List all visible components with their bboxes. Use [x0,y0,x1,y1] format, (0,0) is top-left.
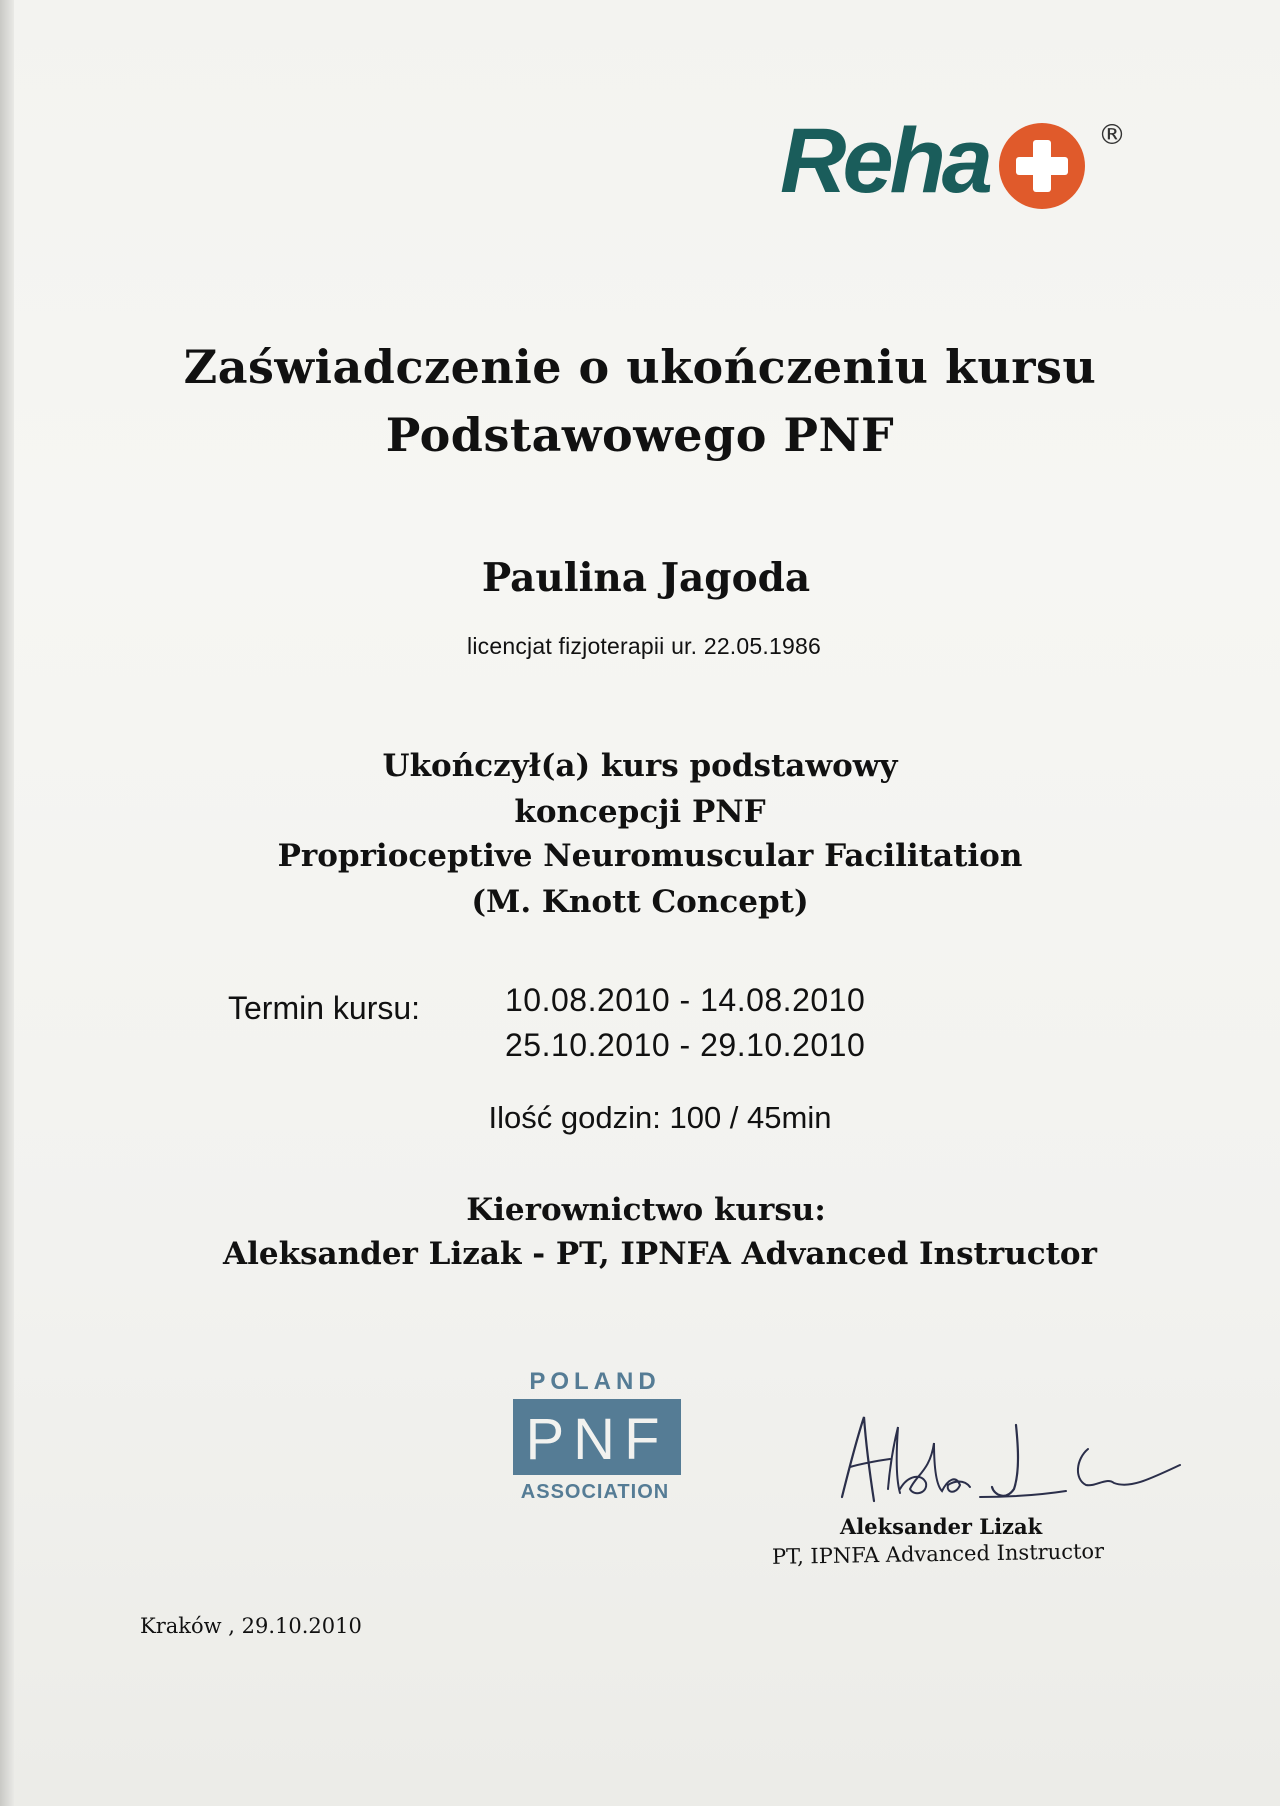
term-date-1: 10.08.2010 - 14.08.2010 [505,982,866,1018]
signer-title: PT, IPNFA Advanced Instructor [771,1539,1105,1569]
pnf-association-logo [505,1365,685,1505]
term-date-2: 25.10.2010 - 29.10.2010 [505,1027,866,1063]
recipient-name: Paulina Jagoda [481,555,811,601]
term-label: Termin kursu: [228,990,421,1026]
pnf-logo-middle: PNF [525,1407,669,1472]
course-hours: Ilość godzin: 100 / 45min [488,1100,832,1135]
management-label: Kierownictwo kursu: [466,1192,826,1228]
signer-name: Aleksander Lizak [840,1514,1043,1539]
plus-vertical [1033,140,1051,192]
handwritten-signature [830,1405,1190,1515]
registered-mark: ® [1098,118,1126,151]
pnf-logo-bottom: ASSOCIATION [520,1481,670,1503]
recipient-details: licencjat fizjoterapii ur. 22.05.1986 [467,633,821,659]
certificate-title-line1: Zaświadczenie o ukończeniu kursu [183,340,1097,394]
course-line4: (M. Knott Concept) [471,884,809,920]
management-person: Aleksander Lizak - PT, IPNFA Advanced Instructor [223,1236,1097,1272]
reha-logo-text: Reha [780,110,989,212]
course-line1: Ukończył(a) kurs podstawowy [382,748,898,784]
course-line2: koncepcji PNF [514,794,766,830]
pnf-logo-top: POLAND [529,1368,661,1395]
place-date: Kraków , 29.10.2010 [140,1614,362,1638]
certificate-title-line2: Podstawowego PNF [385,408,895,462]
reha-logo [780,110,1140,220]
course-line3: Proprioceptive Neuromuscular Facilitation [277,838,1023,874]
